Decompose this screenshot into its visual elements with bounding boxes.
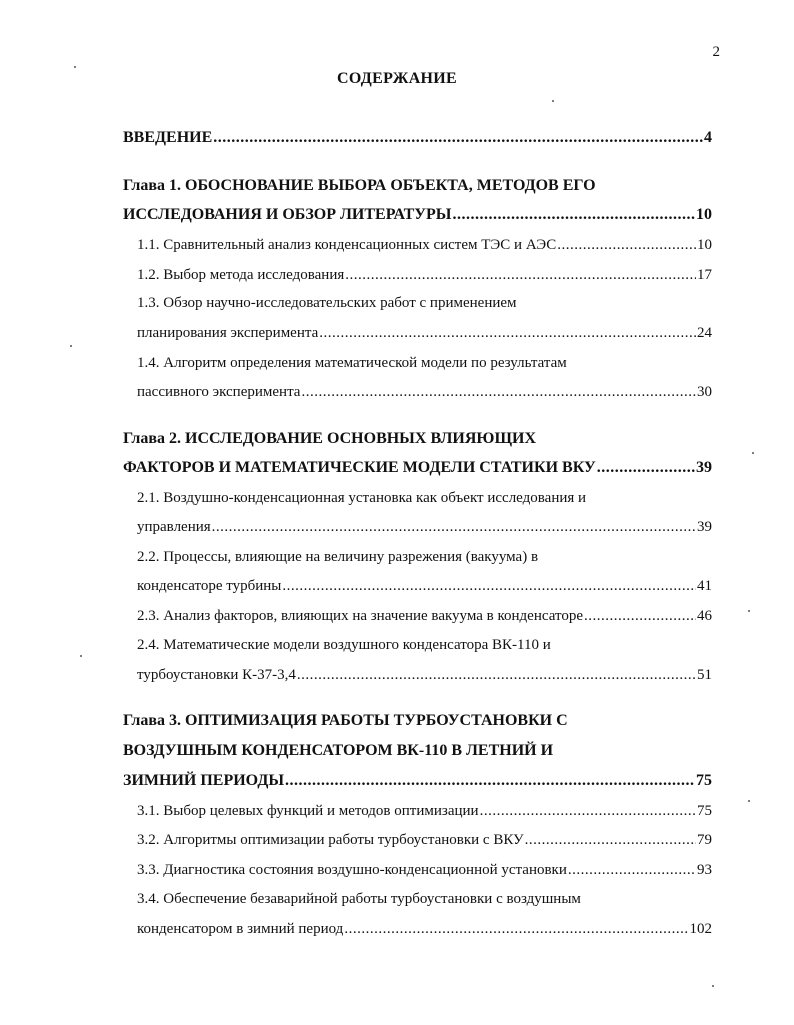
toc-entry-text: ФАКТОРОВ И МАТЕМАТИЧЕСКИЕ МОДЕЛИ СТАТИКИ ВКУ bbox=[123, 459, 596, 476]
toc-entry-3-2 bbox=[137, 829, 712, 851]
toc-page-number: 30 bbox=[697, 384, 712, 400]
scan-speck bbox=[552, 100, 554, 102]
toc-page-number: 51 bbox=[697, 667, 712, 683]
toc-entry-3-3 bbox=[137, 859, 712, 881]
toc-entry-text: 3.2. Алгоритмы оптимизации работы турбоустановки с ВКУ bbox=[137, 832, 524, 848]
toc-entry-text: 1.3. Обзор научно-исследовательских работ с применением bbox=[137, 295, 517, 311]
toc-entry-text: конденсатором в зимний период bbox=[137, 921, 344, 937]
dot-leader bbox=[557, 234, 696, 256]
scan-speck bbox=[752, 452, 754, 454]
toc-entry-text: 3.1. Выбор целевых функций и методов оптимизации bbox=[137, 803, 479, 819]
dot-leader bbox=[344, 918, 688, 940]
toc-entry-text: ИССЛЕДОВАНИЯ И ОБЗОР ЛИТЕРАТУРЫ bbox=[123, 206, 452, 223]
dot-leader bbox=[452, 204, 695, 226]
toc-entry-text: ЗИМНИЙ ПЕРИОДЫ bbox=[123, 772, 285, 789]
toc-chapter-3-heading-2 bbox=[123, 740, 712, 762]
toc-entry-1-4-heading bbox=[137, 352, 712, 374]
toc-page-number: 75 bbox=[696, 772, 712, 789]
toc-entry-intro bbox=[123, 127, 712, 149]
scan-speck bbox=[712, 985, 714, 987]
page-title: СОДЕРЖАНИЕ bbox=[336, 70, 458, 87]
toc-entry-1-1 bbox=[137, 234, 712, 256]
toc-page-number: 46 bbox=[697, 608, 712, 624]
toc-entry-text: Глава 1. ОБОСНОВАНИЕ ВЫБОРА ОБЪЕКТА, МЕТОДОВ ЕГО bbox=[123, 177, 596, 194]
dot-leader bbox=[213, 127, 703, 149]
dot-leader bbox=[597, 457, 695, 479]
toc-page-number: 4 bbox=[704, 129, 712, 146]
toc-entry-chapter-1 bbox=[123, 204, 712, 226]
toc-entry-1-4 bbox=[137, 381, 712, 403]
toc-chapter-2-heading bbox=[123, 428, 712, 450]
toc-entry-text: 1.2. Выбор метода исследования bbox=[137, 267, 345, 283]
dot-leader bbox=[345, 264, 696, 286]
toc-entry-text: Глава 2. ИССЛЕДОВАНИЕ ОСНОВНЫХ ВЛИЯЮЩИХ bbox=[123, 430, 537, 447]
toc-page-number: 79 bbox=[697, 832, 712, 848]
dot-leader bbox=[584, 605, 696, 627]
toc-page-number: 93 bbox=[697, 862, 712, 878]
toc-entry-text: 3.4. Обеспечение безаварийной работы турбоустановки с воздушным bbox=[137, 891, 581, 907]
dot-leader bbox=[297, 664, 696, 686]
dot-leader bbox=[285, 770, 695, 792]
toc-entry-text: ВОЗДУШНЫМ КОНДЕНСАТОРОМ ВК-110 В ЛЕТНИЙ И bbox=[123, 742, 554, 759]
toc-entry-text: 2.1. Воздушно-конденсационная установка как объект исследования и bbox=[137, 490, 587, 506]
toc-entry-text: турбоустановки К-37-3,4 bbox=[137, 667, 296, 683]
toc-entry-2-3 bbox=[137, 605, 712, 627]
toc-entry-text: 1.4. Алгоритм определения математической модели по результатам bbox=[137, 355, 567, 371]
toc-chapter-1-heading bbox=[123, 175, 712, 197]
toc-page-number: 39 bbox=[696, 459, 712, 476]
toc-page-number: 17 bbox=[697, 267, 712, 283]
scan-speck bbox=[748, 610, 750, 612]
toc-page-number: 41 bbox=[697, 578, 712, 594]
toc-entry-text: 1.1. Сравнительный анализ конденсационных систем ТЭС и АЭС bbox=[137, 237, 557, 253]
toc-chapter-3-heading-1 bbox=[123, 710, 712, 732]
dot-leader bbox=[212, 516, 696, 538]
toc-entry-1-3 bbox=[137, 322, 712, 344]
toc-entry-2-1-heading bbox=[137, 487, 712, 509]
toc-entry-1-2 bbox=[137, 264, 712, 286]
toc-entry-2-4 bbox=[137, 664, 712, 686]
toc-entry-text: 3.3. Диагностика состояния воздушно-конденсационной установки bbox=[137, 862, 567, 878]
toc-entry-text: 2.4. Математические модели воздушного конденсатора ВК-110 и bbox=[137, 637, 551, 653]
page-number: 2 bbox=[712, 44, 720, 60]
dot-leader bbox=[525, 829, 696, 851]
dot-leader bbox=[282, 575, 696, 597]
toc-entry-text: ВВЕДЕНИЕ bbox=[123, 129, 213, 146]
toc-page-number: 39 bbox=[697, 519, 712, 535]
toc-page-number: 10 bbox=[696, 206, 712, 223]
toc-entry-text: 2.2. Процессы, влияющие на величину разрежения (вакуума) в bbox=[137, 549, 539, 565]
toc-page-number: 75 bbox=[697, 803, 712, 819]
toc-page-number: 24 bbox=[697, 325, 712, 341]
toc-entry-3-4 bbox=[137, 918, 712, 940]
toc-entry-text: планирования эксперимента bbox=[137, 325, 319, 341]
scan-speck bbox=[748, 800, 750, 802]
toc-page-number: 102 bbox=[689, 921, 712, 937]
toc-entry-text: управления bbox=[137, 519, 211, 535]
toc-entry-text: 2.3. Анализ факторов, влияющих на значение вакуума в конденсаторе bbox=[137, 608, 583, 624]
scan-speck bbox=[80, 655, 82, 657]
dot-leader bbox=[480, 800, 696, 822]
dot-leader bbox=[319, 322, 696, 344]
toc-entry-2-1 bbox=[137, 516, 712, 538]
toc-entry-3-1 bbox=[137, 800, 712, 822]
toc-entry-2-2-heading bbox=[137, 546, 712, 568]
toc-entry-chapter-3 bbox=[123, 770, 712, 792]
scan-speck bbox=[70, 345, 72, 347]
toc-entry-3-4-heading bbox=[137, 888, 712, 910]
toc-entry-text: пассивного эксперимента bbox=[137, 384, 301, 400]
toc-entry-text: Глава 3. ОПТИМИЗАЦИЯ РАБОТЫ ТУРБОУСТАНОВКИ С bbox=[123, 712, 568, 729]
toc-entry-chapter-2 bbox=[123, 457, 712, 479]
toc-entry-text: конденсаторе турбины bbox=[137, 578, 282, 594]
dot-leader bbox=[568, 859, 696, 881]
toc-entry-1-3-heading bbox=[137, 292, 712, 314]
scan-speck bbox=[74, 66, 76, 68]
dot-leader bbox=[301, 381, 696, 403]
toc-entry-2-4-heading bbox=[137, 634, 712, 656]
toc-entry-2-2 bbox=[137, 575, 712, 597]
toc-page-number: 10 bbox=[697, 237, 712, 253]
